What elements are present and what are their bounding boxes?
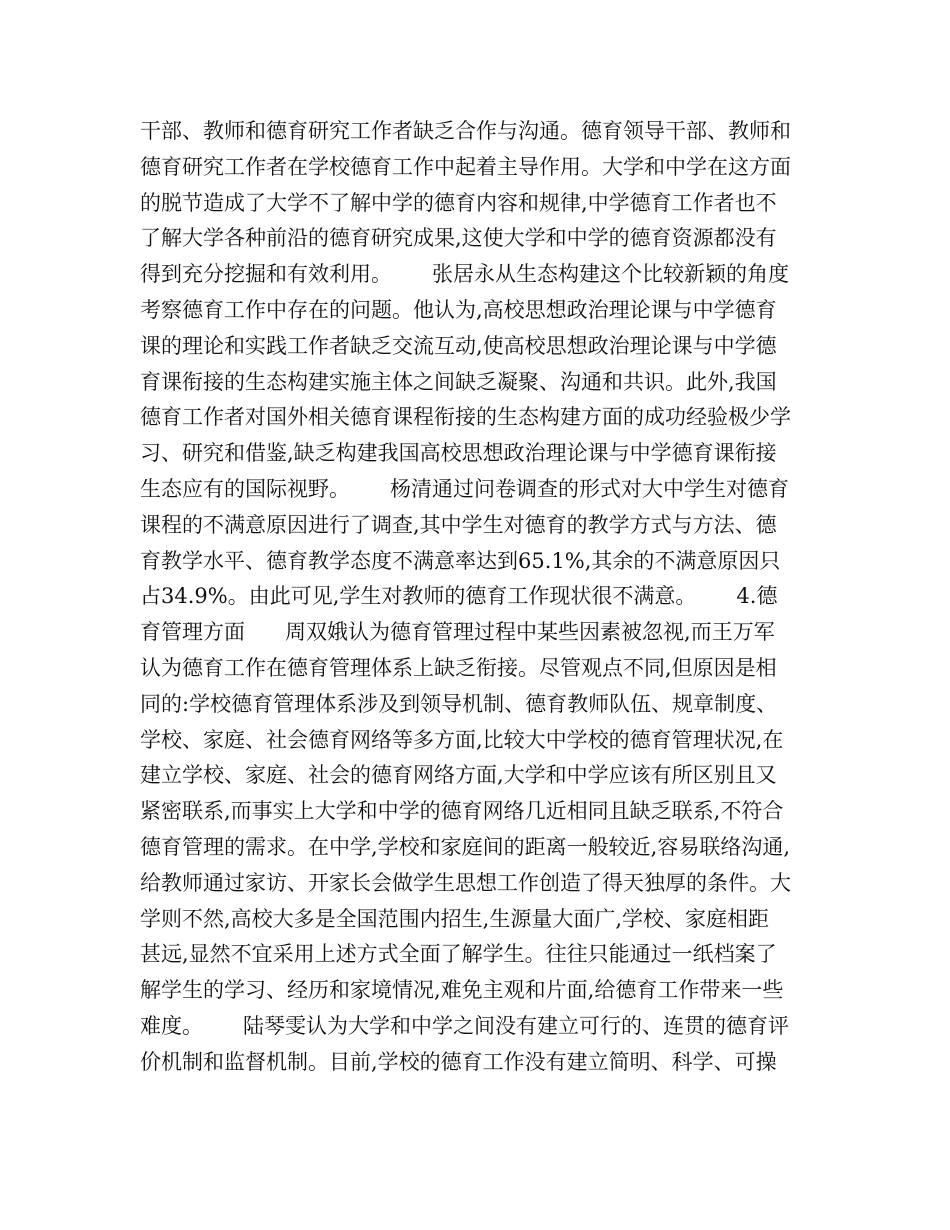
text-line: 了解大学各种前沿的德育研究成果,这使大学和中学的德育资源都没有 [140,226,777,251]
text-line: 得到充分挖掘和有效利用。 张居永从生态构建这个比较新颖的角度 [140,262,790,287]
text-line: 甚远,显然不宜采用上述方式全面了解学生。往往只能通过一纸档案了 [140,942,777,967]
text-line: 学则不然,高校大多是全国范围内招生,生源量大面广,学校、家庭相距 [140,906,770,931]
text-line: 干部、教师和德育研究工作者缺乏合作与沟通。德育领导干部、教师和 [140,119,791,143]
text-line: 解学生的学习、经历和家境情况,难免主观和片面,给德育工作带来一些 [140,978,784,1003]
text-line: 课程的不满意原因进行了调查,其中学生对德育的教学方式与方法、德 [140,512,777,537]
text-line: 同的:学校德育管理体系涉及到领导机制、德育教师队伍、规章制度、 [140,691,778,716]
text-line: 德育工作者对国外相关德育课程衔接的生态构建方面的成功经验极少学 [140,405,791,430]
text-line: 德育管理的需求。在中学,学校和家庭间的距离一般较近,容易联络沟通, [140,834,791,859]
text-line: 紧密联系,而事实上大学和中学的德育网络几近相同且缺乏联系,不符合 [140,799,784,824]
text-line: 学校、家庭、社会德育网络等多方面,比较大中学校的德育管理状况,在 [140,727,784,752]
text-line: 价机制和监督机制。目前,学校的德育工作没有建立简明、科学、可操 [140,1049,777,1074]
text-line: 习、研究和借鉴,缺乏构建我国高校思想政治理论课与中学德育课衔接 [140,441,777,466]
text-line: 给教师通过家访、开家长会做学生思想工作创造了得天独厚的条件。大 [140,870,791,895]
body-text [140,114,820,1081]
text-line: 育课衔接的生态构建实施主体之间缺乏凝聚、沟通和共识。此外,我国 [140,369,777,394]
text-line: 考察德育工作中存在的问题。他认为,高校思想政治理论课与中学德育 [140,297,777,322]
text-line: 建立学校、家庭、社会的德育网络方面,大学和中学应该有所区别且又 [140,763,777,788]
text-line: 课的理论和实践工作者缺乏交流互动,使高校思想政治理论课与中学德 [140,333,777,358]
text-line: 难度。 陆琴雯认为大学和中学之间没有建立可行的、连贯的德育评 [140,1013,790,1038]
text-line: 德育研究工作者在学校德育工作中起着主导作用。大学和中学在这方面 [140,154,791,179]
text-line: 的脱节造成了大学不了解中学的德育内容和规律,中学德育工作者也不 [140,190,777,215]
text-line: 认为德育工作在德育管理体系上缺乏衔接。尽管观点不同,但原因是相 [140,655,777,680]
text-line: 育管理方面 周双娥认为德育管理过程中某些因素被忽视,而王万军 [140,620,775,645]
text-line: 育教学水平、德育教学态度不满意率达到65.1%,其余的不满意原因只 [140,548,781,573]
text-line: 占34.9%。由此可见,学生对教师的德育工作现状很不满意。 4.德 [140,584,778,609]
text-line: 生态应有的国际视野。 杨清通过问卷调查的形式对大中学生对德育 [140,476,790,501]
